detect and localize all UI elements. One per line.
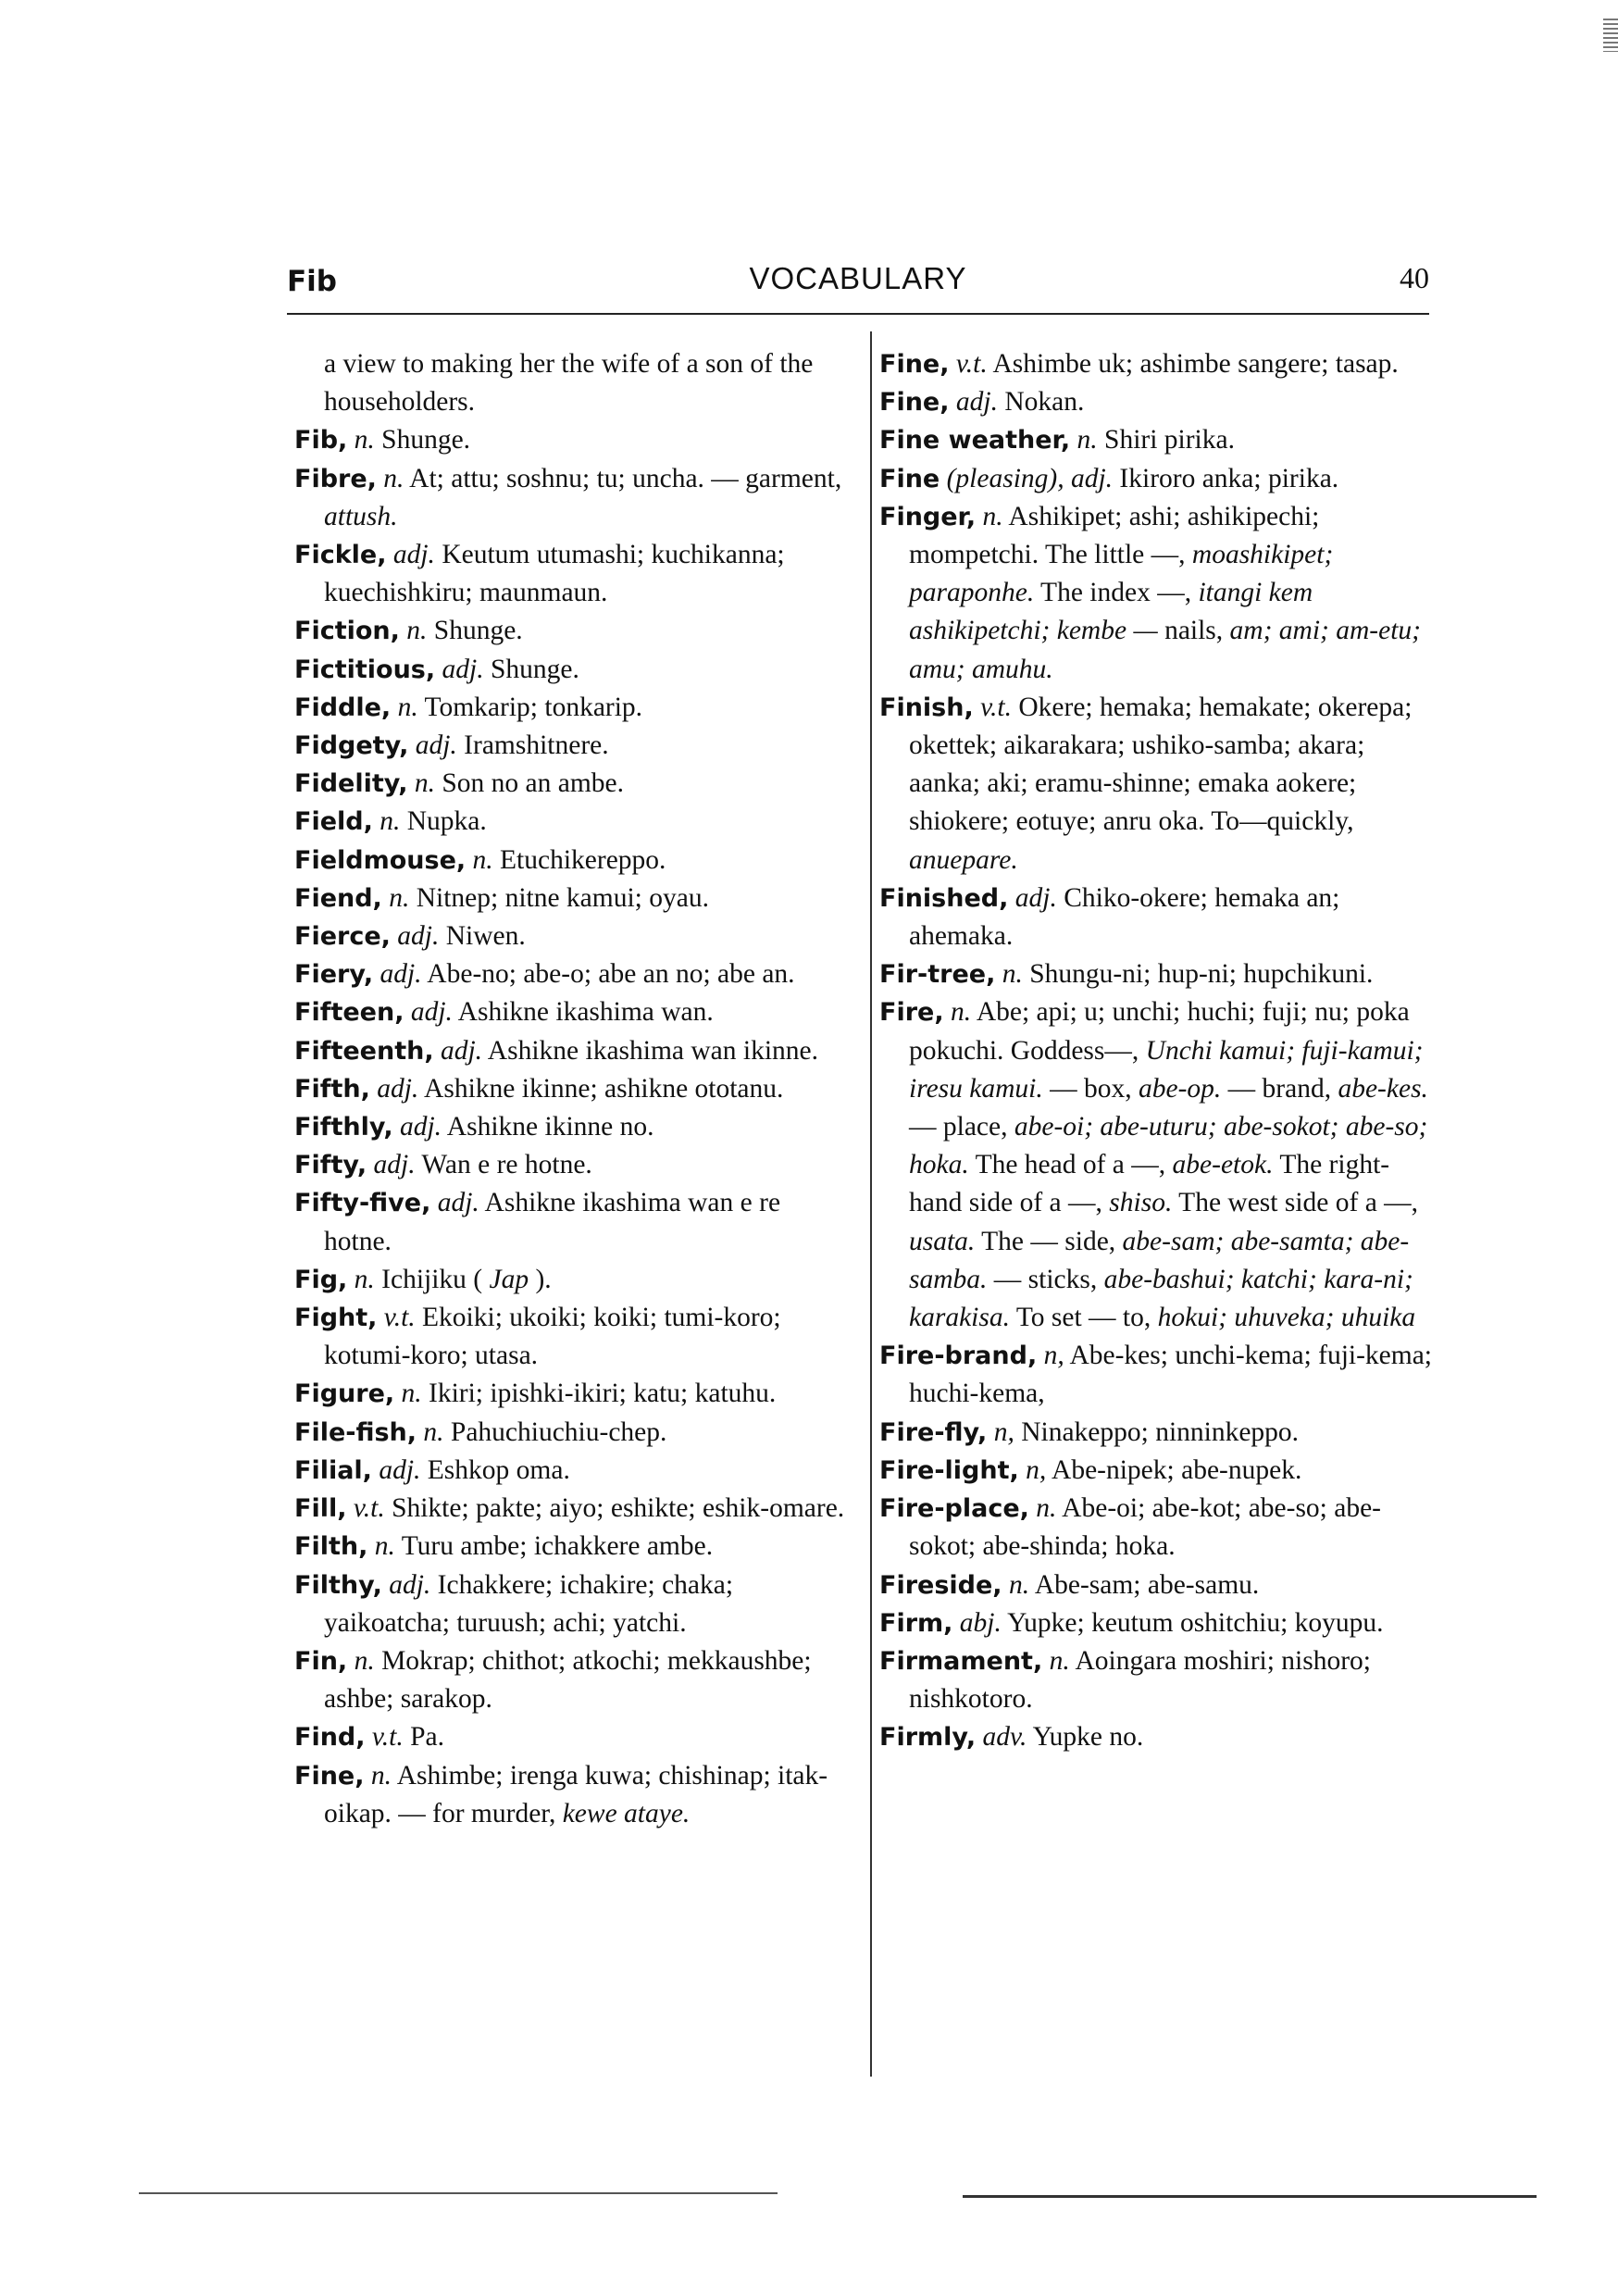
- headword: Fifteenth,: [294, 1036, 434, 1066]
- definition: The west side of a —,: [1178, 1188, 1419, 1218]
- definition: Ninakeppo; ninninkeppo.: [1021, 1416, 1300, 1447]
- headword: Fiction,: [294, 617, 400, 646]
- headword: Fine,: [879, 350, 950, 379]
- part-of-speech: n.: [397, 692, 418, 722]
- part-of-speech: v.t.: [383, 1303, 416, 1333]
- definition: ).: [535, 1264, 552, 1294]
- dictionary-entry: [879, 1490, 1433, 1566]
- definition: Shunge.: [381, 425, 471, 455]
- part-of-speech: n.: [1036, 1493, 1057, 1524]
- headword: Figure,: [294, 1379, 395, 1409]
- part-of-speech: v.t.: [955, 349, 988, 379]
- headword: Fireside,: [879, 1570, 1002, 1600]
- part-of-speech: adj.: [440, 1035, 483, 1066]
- ainu-example: itangi kem ashikipetchi; kembe —: [909, 578, 1313, 646]
- dictionary-entry: [294, 842, 854, 880]
- definition: Ashikne ikashima wan e re hotne.: [324, 1188, 781, 1256]
- dictionary-entry: [294, 612, 854, 650]
- dictionary-entry: [879, 345, 1433, 383]
- ainu-example: abe-kes.: [1338, 1073, 1428, 1104]
- headword: Fiddle,: [294, 693, 392, 722]
- headword: Fight,: [294, 1304, 378, 1333]
- definition: Nitnep; nitne kamui; oyau.: [416, 882, 709, 913]
- part-of-speech: adj.: [373, 1150, 416, 1180]
- dictionary-entry: [294, 1757, 854, 1833]
- headword: Fifthly,: [294, 1113, 393, 1142]
- part-of-speech: n,: [993, 1416, 1014, 1447]
- part-of-speech: v.t.: [353, 1493, 385, 1524]
- dictionary-entry: [879, 1452, 1433, 1490]
- dictionary-entry: [879, 1337, 1433, 1413]
- definition: Eshkop oma.: [427, 1454, 570, 1485]
- dictionary-entry: [294, 1299, 854, 1375]
- dictionary-entry: [294, 1108, 854, 1146]
- headword: Fidelity,: [294, 769, 408, 799]
- headword: File-fish,: [294, 1417, 417, 1447]
- definition: Ashimbe uk; ashimbe sangere; tasap.: [992, 349, 1399, 379]
- dictionary-entry: [294, 460, 854, 536]
- dictionary-entry: [294, 1146, 854, 1184]
- definition: Ikiri; ipishki-ikiri; katu; katuhu.: [429, 1379, 777, 1409]
- part-of-speech: n.: [389, 882, 410, 913]
- headword: Field,: [294, 807, 373, 837]
- part-of-speech: v.t.: [371, 1722, 404, 1753]
- definition: Ekoiki; ukoiki; koiki; tumi-koro; kotumi-koro; utasa.: [324, 1303, 781, 1371]
- definition: Ashikne ikinne no.: [446, 1112, 654, 1142]
- headword: Fine: [879, 464, 940, 493]
- ainu-example: anuepare.: [909, 844, 1018, 875]
- part-of-speech: adj.: [392, 540, 435, 570]
- ainu-example: Jap: [489, 1264, 529, 1294]
- headword: Fire-brand,: [879, 1341, 1038, 1371]
- definition: Aoingara moshiri; nishoro; nishkotoro.: [909, 1645, 1371, 1715]
- dictionary-entry: [879, 1604, 1433, 1642]
- ainu-example: abe-op.: [1139, 1073, 1222, 1104]
- definition: Keutum utumashi; kuchikanna; kuechishkiru; maunmaun.: [324, 540, 785, 608]
- ainu-example: attush.: [324, 501, 398, 531]
- headword: Fin,: [294, 1646, 348, 1676]
- dictionary-entry: [294, 1528, 854, 1566]
- part-of-speech: n.: [354, 425, 375, 455]
- definition: Ashimbe; irenga kuwa; chishinap; itak-oikap. — for murder,: [324, 1760, 828, 1828]
- dictionary-entry: [294, 803, 854, 841]
- headword: Fire,: [879, 998, 944, 1028]
- dictionary-entry: [294, 727, 854, 765]
- dictionary-entry: [879, 1718, 1433, 1756]
- headword: Fine weather,: [879, 426, 1071, 455]
- part-of-speech: (pleasing), adj.: [946, 463, 1114, 493]
- definition: nails,: [1164, 616, 1224, 646]
- ainu-example: abe-etok.: [1172, 1150, 1274, 1180]
- definition: — box,: [1050, 1073, 1132, 1104]
- ainu-example: kewe ataye.: [562, 1798, 691, 1828]
- definition: Pahuchiuchiu-chep.: [450, 1416, 667, 1447]
- headword: Fib,: [294, 426, 348, 455]
- headword: Filial,: [294, 1455, 372, 1485]
- part-of-speech: n.: [1049, 1645, 1070, 1676]
- headword: Fictitious,: [294, 655, 436, 684]
- part-of-speech: n.: [1002, 959, 1023, 990]
- part-of-speech: adj.: [397, 921, 440, 952]
- part-of-speech: n.: [1077, 425, 1098, 455]
- part-of-speech: n.: [370, 1760, 392, 1791]
- definition: Abe-oi; abe-kot; abe-so; abe-sokot; abe-shinda; hoka.: [909, 1493, 1382, 1562]
- dictionary-entry: [294, 1070, 854, 1108]
- part-of-speech: abj.: [959, 1607, 1002, 1638]
- dictionary-entry: [294, 536, 854, 612]
- definition: Shikte; pakte; aiyo; eshikte; eshik-omare.: [392, 1493, 845, 1524]
- dictionary-entry: [294, 1184, 854, 1260]
- dictionary-entry: [294, 1490, 854, 1528]
- dictionary-entry: [294, 345, 854, 421]
- headword: Firmament,: [879, 1646, 1043, 1676]
- dictionary-entry: [294, 1566, 854, 1642]
- definition: The head of a —,: [975, 1150, 1166, 1180]
- headword: Filthy,: [294, 1570, 382, 1600]
- definition: Tomkarip; tonkarip.: [424, 692, 643, 722]
- dictionary-entry: [294, 955, 854, 993]
- definition: Shunge.: [490, 654, 579, 684]
- definition: Shunge.: [433, 616, 523, 646]
- definition: Abe-sam; abe-samu.: [1034, 1569, 1260, 1600]
- dictionary-entry: [879, 1642, 1433, 1718]
- bottom-rule-right: [963, 2195, 1537, 2198]
- ainu-example: am; ami; am-etu; amu; amuhu.: [909, 616, 1421, 684]
- part-of-speech: adj.: [442, 654, 484, 684]
- dictionary-entry: [879, 955, 1433, 993]
- headword: Finish,: [879, 693, 974, 722]
- headword: Fidgety,: [294, 731, 409, 761]
- dictionary-entry: [294, 421, 854, 459]
- part-of-speech: v.t.: [980, 692, 1012, 722]
- definition: The — side,: [981, 1226, 1116, 1256]
- definition: Abe-nipek; abe-nupek.: [1052, 1454, 1302, 1485]
- dictionary-entry: [879, 880, 1433, 955]
- part-of-speech: n.: [1008, 1569, 1030, 1600]
- headword: Finished,: [879, 883, 1009, 913]
- headword: Fill,: [294, 1494, 347, 1524]
- definition: Ichijiku (: [381, 1264, 483, 1294]
- definition: Yupke no.: [1032, 1722, 1144, 1753]
- dictionary-entry: [294, 1414, 854, 1452]
- definition: The index —,: [1040, 578, 1192, 608]
- dictionary-entry: [879, 383, 1433, 421]
- left-column: [294, 345, 854, 1833]
- headword: Find,: [294, 1723, 366, 1753]
- definition: Ashikne ikashima wan.: [457, 997, 714, 1028]
- definition: — place,: [909, 1112, 1008, 1142]
- definition: Abe; api; u; unchi; huchi; fuji; nu; poka pokuchi. Goddess—,: [909, 997, 1410, 1066]
- definition: Nokan.: [1004, 387, 1085, 418]
- running-head-title: VOCABULARY: [749, 261, 967, 295]
- definition: Ashikne ikinne; ashikne ototanu.: [424, 1073, 784, 1104]
- dictionary-entry: [294, 651, 854, 689]
- part-of-speech: n.: [380, 806, 401, 837]
- headword: Fifty-five,: [294, 1189, 431, 1218]
- ainu-example: abe-bashui; katchi; kara-ni; karakisa.: [909, 1264, 1413, 1333]
- dictionary-entry: [879, 689, 1433, 880]
- definition: At; attu; soshnu; tu; uncha. — garment,: [409, 463, 842, 493]
- definition: The right-hand side of a —,: [909, 1150, 1390, 1218]
- part-of-speech: adj.: [389, 1569, 431, 1600]
- headword: Fierce,: [294, 922, 391, 952]
- definition: Ashikipet; ashi; ashikipechi; mompetchi. The little —,: [909, 501, 1320, 570]
- dictionary-entry: [294, 1375, 854, 1413]
- part-of-speech: adj.: [437, 1188, 479, 1218]
- dictionary-entry: [879, 498, 1433, 689]
- scan-artifact: [1603, 19, 1618, 52]
- part-of-speech: adj.: [380, 959, 422, 990]
- headword: Fifth,: [294, 1074, 370, 1104]
- dictionary-entry: [879, 1414, 1433, 1452]
- ainu-example: moashikipet; paraponhe.: [909, 540, 1334, 608]
- ainu-example: usata.: [909, 1226, 976, 1256]
- dictionary-entry: [294, 765, 854, 803]
- definition: Ikiroro anka; pirika.: [1119, 463, 1339, 493]
- part-of-speech: n.: [354, 1264, 375, 1294]
- definition: Etuchikereppo.: [500, 844, 666, 875]
- definition: — brand,: [1227, 1073, 1332, 1104]
- part-of-speech: adj.: [377, 1073, 419, 1104]
- headword: Fir-tree,: [879, 960, 996, 990]
- ainu-example: Unchi kamui; fuji-kamui; iresu kamui.: [909, 1035, 1424, 1104]
- right-column: [879, 345, 1433, 1757]
- dictionary-entry: [879, 460, 1433, 498]
- part-of-speech: n.: [414, 768, 436, 799]
- headword: Fifteen,: [294, 998, 404, 1028]
- part-of-speech: n.: [982, 501, 1003, 531]
- headword: Fieldmouse,: [294, 845, 467, 875]
- part-of-speech: adj.: [955, 387, 998, 418]
- bottom-rule-left: [139, 2192, 778, 2194]
- definition: Abe-no; abe-o; abe an no; abe an.: [427, 959, 795, 990]
- headword: Fiery,: [294, 960, 374, 990]
- ainu-example: hokui; uhuveka; uhuika: [1157, 1303, 1416, 1333]
- page-number: 40: [1400, 261, 1429, 294]
- dictionary-entry: [294, 1642, 854, 1718]
- part-of-speech: n.: [401, 1379, 422, 1409]
- dictionary-entry: [879, 421, 1433, 459]
- dictionary-entry: [294, 1261, 854, 1299]
- headword: Fibre,: [294, 464, 377, 493]
- dictionary-entry: [879, 993, 1433, 1337]
- part-of-speech: adj.: [399, 1112, 442, 1142]
- definition: Yupke; keutum oshitchiu; koyupu.: [1007, 1607, 1384, 1638]
- part-of-speech: n.: [950, 997, 972, 1028]
- part-of-speech: n,: [1026, 1454, 1047, 1485]
- definition: Turu ambe; ichakkere ambe.: [401, 1531, 714, 1562]
- headword: Fire-fly,: [879, 1417, 988, 1447]
- part-of-speech: adj.: [1014, 882, 1057, 913]
- definition: Chiko-okere; hemaka an; ahemaka.: [909, 882, 1340, 952]
- dictionary-entry: [294, 880, 854, 917]
- headword: Fifty,: [294, 1151, 367, 1180]
- headword: Fickle,: [294, 541, 387, 570]
- ainu-example: abe-sam; abe-samta; abe-samba.: [909, 1226, 1410, 1294]
- dictionary-entry: [294, 993, 854, 1031]
- part-of-speech: n.: [354, 1645, 375, 1676]
- headword: Firmly,: [879, 1723, 977, 1753]
- part-of-speech: n.: [374, 1531, 395, 1562]
- headword: Filth,: [294, 1532, 368, 1562]
- definition: Okere; hemaka; hemakate; okerepa; okettek; aikarakara; ushiko-samba; akara; aanka; aki; eramu-shinne; emaka aokere; shiokere; eotuye; anru oka. To—quickly,: [909, 692, 1413, 837]
- definition: Shiri pirika.: [1104, 425, 1235, 455]
- definition: Shungu-ni; hup-ni; hupchikuni.: [1029, 959, 1374, 990]
- headword: Fire-light,: [879, 1455, 1019, 1485]
- definition: Iramshitnere.: [464, 730, 609, 761]
- headword: Finger,: [879, 502, 977, 531]
- entry-continuation: a view to making her the wife of a son of the householders.: [324, 349, 814, 418]
- headword: Fine,: [294, 1761, 365, 1791]
- dictionary-entry: [294, 917, 854, 955]
- header-rule: [287, 313, 1429, 315]
- ainu-example: abe-oi; abe-uturu; abe-sokot; abe-so; hoka.: [909, 1112, 1428, 1180]
- headword: Fire-place,: [879, 1494, 1029, 1524]
- dictionary-entry: [879, 1566, 1433, 1604]
- dictionary-entry: [294, 1032, 854, 1070]
- headword: Fine,: [879, 388, 950, 418]
- running-head-left: Fib: [287, 265, 337, 298]
- column-divider: [870, 331, 872, 2077]
- part-of-speech: n.: [406, 616, 428, 646]
- part-of-speech: adj.: [410, 997, 453, 1028]
- definition: Ashikne ikashima wan ikinne.: [487, 1035, 819, 1066]
- definition: Niwen.: [445, 921, 526, 952]
- part-of-speech: n.: [383, 463, 404, 493]
- headword: Fiend,: [294, 883, 382, 913]
- part-of-speech: n.: [423, 1416, 444, 1447]
- dictionary-entry: [294, 1452, 854, 1490]
- definition: To set — to,: [1015, 1303, 1151, 1333]
- headword: Firm,: [879, 1608, 953, 1638]
- dictionary-entry: [294, 689, 854, 727]
- dictionary-entry: [294, 1718, 854, 1756]
- definition: — sticks,: [993, 1264, 1098, 1294]
- definition: Pa.: [410, 1722, 444, 1753]
- part-of-speech: adv.: [982, 1722, 1027, 1753]
- ainu-example: shiso.: [1109, 1188, 1173, 1218]
- part-of-speech: n.: [472, 844, 493, 875]
- part-of-speech: n,: [1043, 1341, 1064, 1371]
- definition: Nupka.: [406, 806, 487, 837]
- definition: Abe-kes; unchi-kema; fuji-kema; huchi-kema,: [909, 1341, 1433, 1409]
- headword: Fig,: [294, 1265, 348, 1294]
- definition: Ichakkere; ichakire; chaka; yaikoatcha; turuush; achi; yatchi.: [324, 1569, 734, 1638]
- definition: Wan e re hotne.: [421, 1150, 592, 1180]
- part-of-speech: adj.: [415, 730, 457, 761]
- page-header: [287, 261, 1429, 307]
- definition: Mokrap; chithot; atkochi; mekkaushbe; ashbe; sarakop.: [324, 1645, 812, 1715]
- part-of-speech: adj.: [379, 1454, 421, 1485]
- definition: Son no an ambe.: [442, 768, 625, 799]
